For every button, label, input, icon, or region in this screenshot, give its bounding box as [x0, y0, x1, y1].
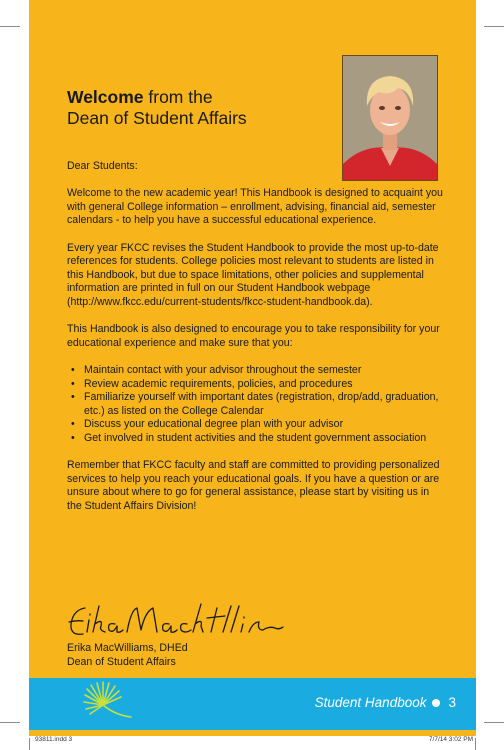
- paragraph-closing: Remember that FKCC faculty and staff are committed to providing personalized services to help you reach your educational goals. If you have a question or are unsure about where to go for general assistance, please start by visiting us in the Student Affairs Division!: [67, 459, 440, 512]
- responsibility-list: [67, 364, 445, 446]
- handbook-page: [29, 0, 476, 736]
- bullet-dot-icon: [432, 699, 440, 707]
- footer-label: [315, 695, 456, 711]
- salutation: Dear Students:: [67, 160, 138, 172]
- page-title: [67, 87, 327, 129]
- crop-mark-bottom-left-v: [29, 738, 30, 750]
- list-item: • Maintain contact with your advisor throughout the semester: [84, 364, 445, 378]
- crop-mark-top-right: [484, 26, 504, 27]
- signer-name: Erika MacWilliams, DHEd: [67, 642, 188, 654]
- crop-mark-bottom-left-h: [0, 722, 20, 723]
- signer-block: [67, 642, 188, 669]
- letter-body: [67, 160, 445, 527]
- crop-mark-bottom-right-v: [475, 738, 476, 750]
- title-line2: Dean of Student Affairs: [67, 108, 247, 128]
- paragraph-welcome: Welcome to the new academic year! This Handbook is designed to acquaint you with general College information – enrollment, advising, financial aid, semester calendars - to help you have a successful educational experience.: [67, 187, 443, 227]
- list-item: • Familiarize yourself with important dates (registration, drop/add, graduation, etc.) as listed on the College Calendar: [84, 391, 445, 418]
- footer-title: Student Handbook: [314, 695, 427, 710]
- crop-mark-top-left: [0, 26, 20, 27]
- paragraph-revisions: Every year FKCC revises the Student Handbook to provide the most up-to-date references for students. College policies most relevant to students are listed in this Handbook, but due to space limitations, other policies and supplemental information are printed in full on our Student Handbook webpage (http://www.fkcc.edu/current-students/fkcc-student-handbook.da).: [67, 241, 439, 308]
- handwritten-signature: [65, 600, 285, 642]
- page-number: 3: [448, 695, 456, 710]
- list-item: • Get involved in student activities and the student government association: [84, 432, 445, 446]
- footer-band: [29, 678, 476, 730]
- palm-frond-icon: [81, 681, 133, 727]
- list-item: • Discuss your educational degree plan with your advisor: [84, 418, 445, 432]
- print-slug-date: 7/7/14 3:02 PM: [428, 736, 473, 743]
- paragraph-responsibility: This Handbook is also designed to encourage you to take responsibility for your educational experience and make sure that you:: [67, 323, 440, 349]
- title-bold: Welcome: [67, 87, 144, 107]
- print-slug-file: 93811.indd 3: [35, 736, 73, 743]
- signer-title: Dean of Student Affairs: [67, 655, 176, 668]
- crop-mark-bottom-right-h: [484, 722, 504, 723]
- list-item: • Review academic requirements, policies, and procedures: [84, 378, 445, 392]
- title-rest: from the: [143, 87, 213, 107]
